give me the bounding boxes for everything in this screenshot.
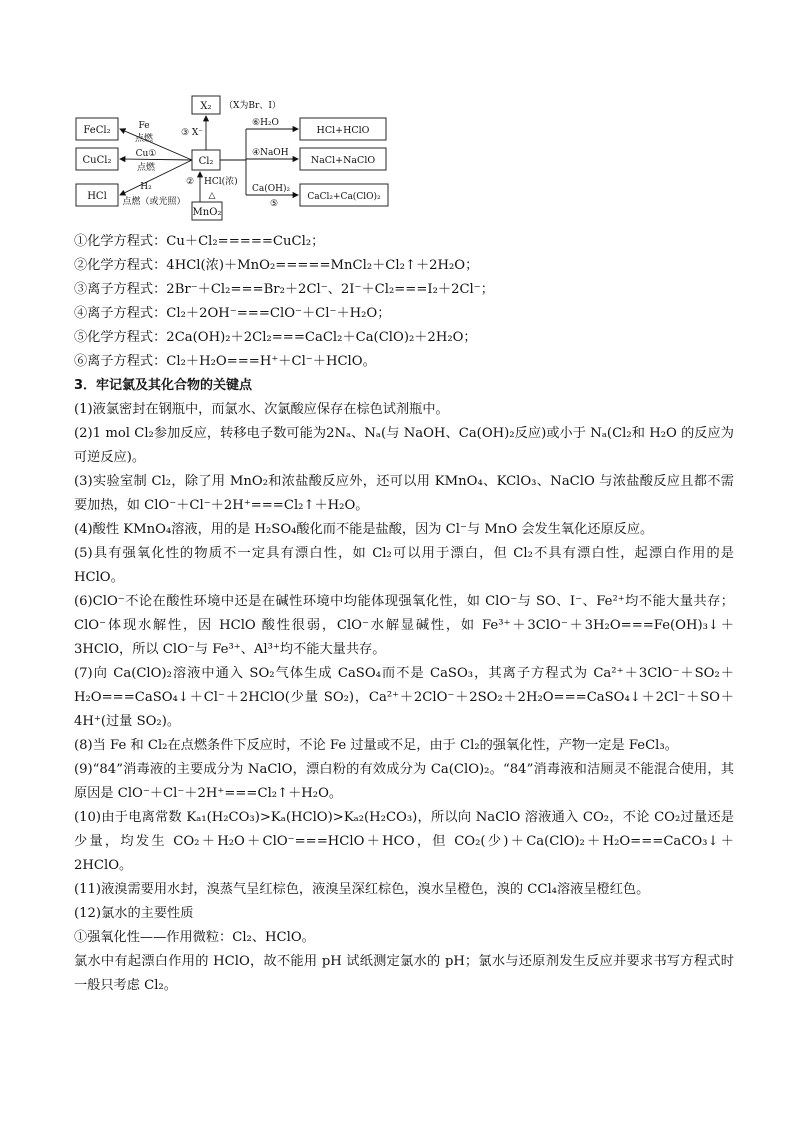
point-6: (6)ClO⁻不论在酸性环境中还是在碱性环境中均能体现强氧化性，如 ClO⁻与 SO、I⁻、Fe²⁺均不能大量共存；ClO⁻体现水解性，因 HClO 酸性很弱，ClO⁻水解显碱性，如 Fe³⁺＋3ClO⁻＋3H₂O===Fe(OH)₃↓＋3HClO，所以 ClO⁻与 Fe³⁺、Al³⁺均不能大量共存。 (74, 594, 734, 657)
equation-1: ①化学方程式：Cu＋Cl₂=====CuCl₂； (74, 234, 325, 249)
box-x2: X₂ (200, 101, 212, 112)
edge-x-minus: ③ X⁻ (180, 128, 204, 138)
edge-h2o: ⑥H₂O (252, 118, 279, 128)
point-12-1: ①强氧化性——作用微粒：Cl₂、HClO。 (74, 930, 315, 945)
box-fecl2: FeCl₂ (83, 125, 111, 136)
edge-cu-above: Cu① (135, 149, 157, 159)
section-heading: 3．牢记氯及其化合物的关键点 (74, 378, 253, 393)
equation-6: ⑥离子方程式：Cl₂＋H₂O===H⁺＋Cl⁻＋HClO。 (74, 354, 376, 369)
equation-4: ④离子方程式：Cl₂＋2OH⁻===ClO⁻＋Cl⁻＋H₂O； (74, 306, 391, 321)
edge-naoh: ④NaOH (252, 148, 289, 158)
point-1: (1)液氯密封在钢瓶中，而氯水、次氯酸应保存在棕色试剂瓶中。 (74, 402, 449, 417)
box-cl2: Cl₂ (198, 156, 214, 167)
box-cacl2-caclo2: CaCl₂+Ca(ClO)₂ (307, 192, 381, 202)
point-5: (5)具有强氧化性的物质不一定具有漂白性，如 Cl₂可以用于漂白，但 Cl₂不具有漂白性，起漂白作用的是 HClO。 (74, 546, 734, 585)
point-7: (7)向 Ca(ClO)₂溶液中通入 SO₂气体生成 CaSO₄而不是 CaSO₃，其离子方程式为 Ca²⁺＋3ClO⁻＋SO₂＋H₂O===CaSO₄↓＋Cl⁻＋2HClO(少量 SO₂)，Ca²⁺＋2ClO⁻＋2SO₂＋2H₂O===CaSO₄↓＋2Cl⁻＋SO＋4H⁺(过量 SO₂)。 (74, 666, 734, 729)
edge-fe-below: 点燃 (134, 134, 154, 144)
edge-hcl-conc: HCl(浓) (204, 177, 238, 187)
edge-h2-below: 点燃（或光照） (122, 197, 186, 207)
edge-h2-above: H₂ (140, 182, 152, 192)
box-hcl: HCl (87, 191, 107, 202)
point-2: (2)1 mol Cl₂参加反应，转移电子数可能为2Nₐ、Nₐ(与 NaOH、Ca(OH)₂反应)或小于 Nₐ(Cl₂和 H₂O 的反应为可逆反应)。 (74, 426, 734, 465)
edge-fe-above: Fe (138, 121, 150, 131)
point-12-note: 氯水中有起漂白作用的 HClO，故不能用 pH 试纸测定氯水的 pH；氯水与还原剂发生反应并要求书写方程式时一般只考虑 Cl₂。 (74, 954, 734, 993)
point-4: (4)酸性 KMnO₄溶液，用的是 H₂SO₄酸化而不能是盐酸，因为 Cl⁻与 MnO 会发生氧化还原反应。 (74, 522, 654, 537)
x2-note: （X为Br、I） (224, 101, 281, 111)
point-8: (8)当 Fe 和 Cl₂在点燃条件下反应时，不论 Fe 过量或不足，由于 Cl₂的强氧化性，产物一定是 FeCl₃。 (74, 738, 678, 753)
point-10: (10)由于电离常数 Kₐ₁(H₂CO₃)>Kₐ(HClO)>Kₐ₂(H₂CO₃)，所以向 NaClO 溶液通入 CO₂，不论 CO₂过量还是少量，均发生 CO₂＋H₂O＋ClO⁻===HClO＋HCO，但 CO₂(少)＋Ca(ClO)₂＋H₂O===CaCO₃↓＋2HClO。 (74, 810, 734, 873)
box-hcl-hclo: HCl+HClO (316, 125, 370, 136)
edge-hcl-conc-num: ② (185, 177, 195, 187)
edge-caoh2: Ca(OH)₂ (252, 184, 291, 194)
equation-5: ⑤化学方程式：2Ca(OH)₂＋2Cl₂===CaCl₂＋Ca(ClO)₂＋2H₂O； (74, 330, 477, 345)
equation-2: ②化学方程式：4HCl(浓)＋MnO₂=====MnCl₂＋Cl₂↑＋2H₂O； (74, 258, 479, 273)
box-mno2: MnO₂ (192, 207, 222, 218)
equation-3: ③离子方程式：2Br⁻＋Cl₂===Br₂＋2Cl⁻、2I⁻＋Cl₂===I₂＋2Cl⁻； (74, 282, 494, 297)
edge-cu-below: 点燃 (136, 163, 156, 173)
point-12: (12)氯水的主要性质 (74, 906, 194, 921)
point-11: (11)液溴需要用水封，溴蒸气呈红棕色，液溴呈深红棕色，溴水呈橙色，溴的 CCl₄溶液呈橙红色。 (74, 882, 650, 897)
box-nacl-naclo: NaCl+NaClO (310, 155, 376, 166)
chlorine-reaction-diagram (74, 94, 404, 224)
point-3: (3)实验室制 Cl₂，除了用 MnO₂和浓盐酸反应外，还可以用 KMnO₄、KClO₃、NaClO 与浓盐酸反应且都不需要加热，如 ClO⁻＋Cl⁻＋2H⁺===Cl₂↑＋H₂O。 (74, 474, 734, 513)
edge-heat: △ (208, 191, 216, 201)
box-cucl2: CuCl₂ (82, 155, 112, 166)
point-9: (9)“84”消毒液的主要成分为 NaClO，漂白粉的有效成分为 Ca(ClO)₂。“84”消毒液和洁厕灵不能混合使用，其原因是 ClO⁻＋Cl⁻＋2H⁺===Cl₂↑＋H₂O。 (74, 762, 734, 801)
document-body (74, 230, 734, 998)
edge-caoh2-num: ⑤ (269, 199, 279, 209)
